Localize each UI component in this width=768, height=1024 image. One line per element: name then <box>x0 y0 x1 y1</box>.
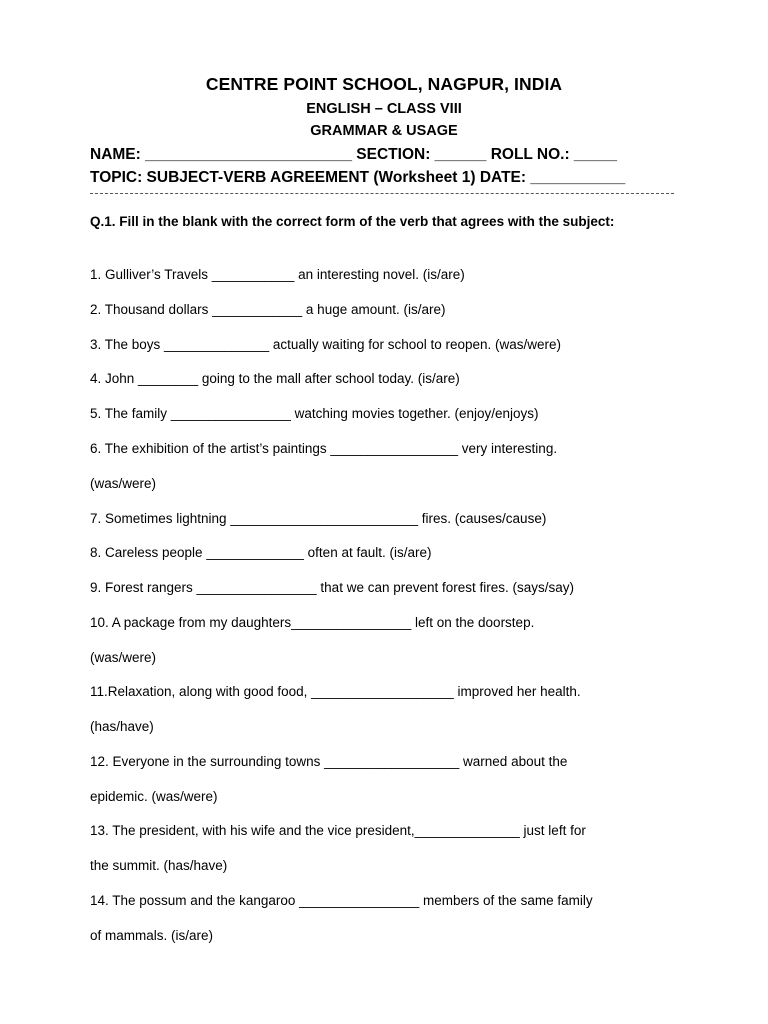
question-line: 11.Relaxation, along with good food, ___________________ improved her health. <box>90 684 581 699</box>
question-line: 9. Forest rangers ________________ that we can prevent forest fires. (says/say) <box>90 580 575 595</box>
question-line: (has/have) <box>90 719 154 734</box>
question-line: (was/were) <box>90 650 157 665</box>
question-line: epidemic. (was/were) <box>90 789 218 804</box>
class-title: ENGLISH – CLASS VIII <box>306 101 462 117</box>
question-line: 4. John ________ going to the mall after school today. (is/are) <box>90 371 460 386</box>
question-title: Q.1. Fill in the blank with the correct form of the verb that agrees with the subject: <box>90 214 615 229</box>
question-line: 1. Gulliver’s Travels ___________ an interesting novel. (is/are) <box>90 267 465 282</box>
question-line: 3. The boys ______________ actually waiting for school to reopen. (was/were) <box>90 337 562 352</box>
question-line: 10. A package from my daughters________________ left on the doorstep. <box>90 615 535 630</box>
question-line: 13. The president, with his wife and the vice president,______________ just left for <box>90 823 586 838</box>
student-info-line: NAME: ________________________ SECTION: ______ ROLL NO.: _____ <box>90 146 618 163</box>
question-line: 5. The family ________________ watching movies together. (enjoy/enjoys) <box>90 406 539 421</box>
topic-date-line: TOPIC: SUBJECT-VERB AGREEMENT (Worksheet 1) DATE: ___________ <box>90 169 626 186</box>
question-line: 2. Thousand dollars ____________ a huge amount. (is/are) <box>90 302 446 317</box>
question-line: (was/were) <box>90 476 157 491</box>
subject-title: GRAMMAR & USAGE <box>310 123 458 139</box>
question-line: of mammals. (is/are) <box>90 928 214 943</box>
question-line: the summit. (has/have) <box>90 858 228 873</box>
question-line: 12. Everyone in the surrounding towns __________________ warned about the <box>90 754 568 769</box>
question-line: 6. The exhibition of the artist’s paintings _________________ very interesting. <box>90 441 558 456</box>
school-name: CENTRE POINT SCHOOL, NAGPUR, INDIA <box>205 74 563 94</box>
question-line: 7. Sometimes lightning _________________________ fires. (causes/cause) <box>90 511 547 526</box>
question-line: 8. Careless people _____________ often at fault. (is/are) <box>90 545 432 560</box>
dashed-divider <box>90 193 674 194</box>
question-line: 14. The possum and the kangaroo ________________ members of the same family <box>90 893 593 908</box>
